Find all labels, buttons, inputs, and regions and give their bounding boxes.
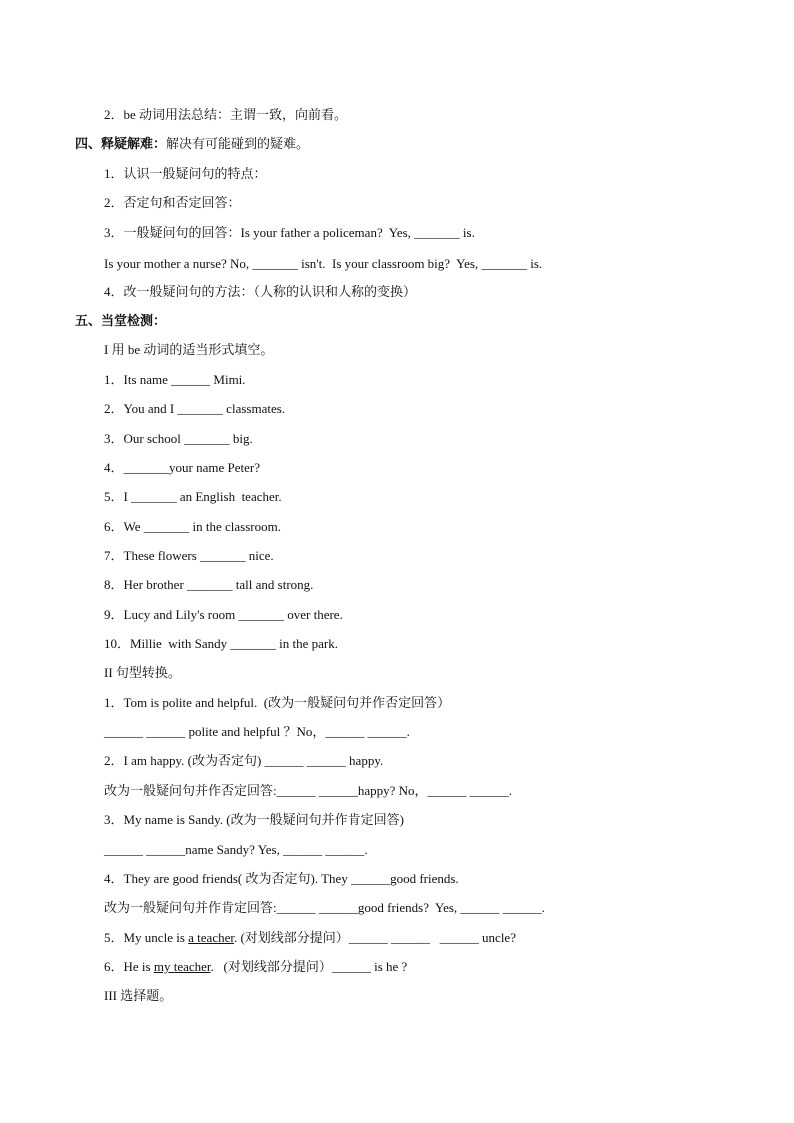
item-question-answers: 3．一般疑问句的回答：Is your father a policeman? Yes, _______ is.: [104, 225, 475, 240]
exercise-9: 9．Lucy and Lily's room _______ over there.: [104, 607, 343, 622]
item-question-answers-cont: Is your mother a nurse? No, _______ isn't. Is your classroom big? Yes, _______ is.: [104, 256, 543, 271]
exercise-6: 6．We _______ in the classroom.: [104, 519, 281, 534]
transform-5-start: 5．My uncle is: [104, 930, 189, 945]
item-question-features: 1．认识一般疑问句的特点：: [104, 166, 267, 181]
transform-1-answer: ______ ______ polite and helpful ？No，______ ______.: [104, 724, 410, 739]
transform-3: 3．My name is Sandy. (改为一般疑问句并作肯定回答): [104, 812, 404, 827]
transform-3-answer: ______ ______name Sandy? Yes, ______ ______.: [104, 842, 368, 857]
part-one-title: I 用 be 动词的适当形式填空。: [104, 342, 274, 357]
transform-2: 2．I am happy. (改为否定句) ______ ______ happy.: [104, 753, 384, 768]
item-negative-answers: 2．否定句和否定回答：: [104, 195, 241, 210]
transform-1: 1．Tom is polite and helpful. (改为一般疑问句并作否定回答）: [104, 695, 451, 710]
transform-6-start: 6．He is: [104, 959, 154, 974]
transform-6-underlined: my teacher: [153, 959, 211, 974]
exercise-7: 7．These flowers _______ nice.: [104, 548, 274, 563]
transform-5-underlined: a teacher: [188, 930, 234, 945]
transform-5: [104, 929, 516, 947]
exercise-3: 3．Our school _______ big.: [104, 431, 253, 446]
transform-6: [104, 958, 407, 976]
transform-4: 4．They are good friends( 改为否定句). They ______good friends.: [104, 871, 459, 886]
part-two-title: II 句型转换。: [104, 665, 181, 680]
section-four-heading: [75, 135, 309, 153]
transform-5-end: . (对划线部分提问）______ ______ ______ uncle?: [233, 930, 516, 945]
exercise-5: 5．I _______ an English teacher.: [104, 489, 282, 504]
transform-6-end: . (对划线部分提问）______ is he ?: [210, 959, 408, 974]
transform-4-answer: 改为一般疑问句并作肯定回答:______ ______good friends? Yes, ______ ______.: [104, 900, 545, 915]
exercise-4: 4．_______your name Peter?: [104, 460, 260, 475]
item-change-method: 4．改一般疑问句的方法：（人称的认识和人称的变换）: [104, 284, 417, 299]
section-four-desc: 解决有可能碰到的疑难。: [166, 136, 310, 151]
transform-2-answer: 改为一般疑问句并作否定回答:______ ______happy? No，______ ______.: [104, 783, 513, 798]
section-four-title: 四、释疑解难：: [75, 136, 167, 151]
exercise-10: 10．Millie with Sandy _______ in the park.: [104, 636, 338, 651]
exercise-8: 8．Her brother _______ tall and strong.: [104, 577, 314, 592]
be-verb-summary: 2．be 动词用法总结：主谓一致，向前看。: [104, 107, 348, 122]
exercise-1: 1．Its name ______ Mimi.: [104, 372, 246, 387]
section-five-heading: 五、当堂检测：: [75, 313, 167, 328]
exercise-2: 2．You and I _______ classmates.: [104, 401, 286, 416]
part-three-title: III 选择题。: [104, 988, 173, 1003]
